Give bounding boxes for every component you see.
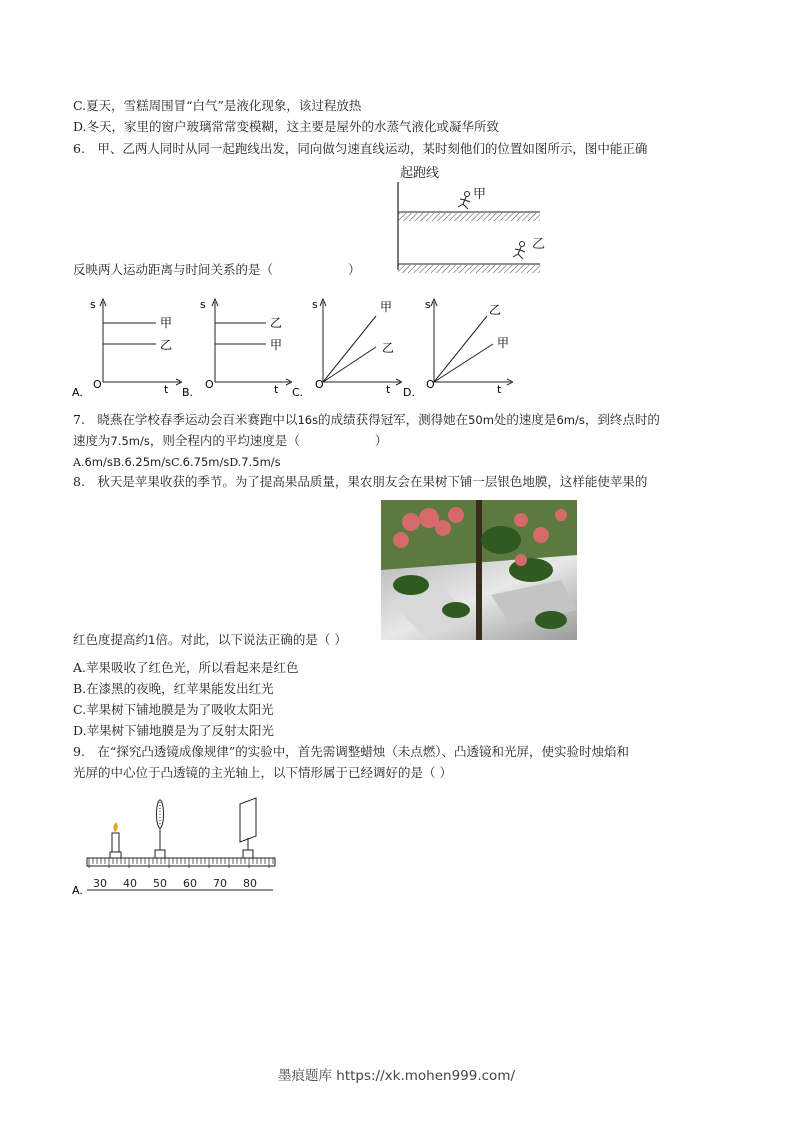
ruler-label: 60: [183, 877, 197, 890]
question-7-text-2: 速度为7.5m/s，则全程内的平均速度是（ ）: [73, 433, 388, 448]
q6-track-figure: [385, 160, 550, 275]
question-6-text: 6. 甲、乙两人同时从同一起跑线出发，同向做匀速直线运动，某时刻他们的位置如图所示，图中能正确: [73, 141, 648, 156]
svg-text:A.: A.: [72, 884, 83, 896]
apple-orchard-photo: [381, 500, 577, 640]
runner-a-icon: [458, 192, 470, 210]
question-8-text: 8. 秋天是苹果收获的季节。为了提高果品质量，果农朋友会在果树下铺一层银色地膜，这样能使苹果的: [73, 474, 648, 489]
ruler-label: 30: [93, 877, 107, 890]
question-9-text: 9. 在“探究凸透镜成像规律”的实验中，首先需调整蜡烛（未点燃）、凸透镜和光屏，使实验时烛焰和: [73, 744, 629, 759]
question-7-text: 7. 晓燕在学校春季运动会百米赛跑中以16s的成绩获得冠军，测得她在50m处的速度是6m/s，到终点时的: [73, 412, 660, 427]
candle-icon: [110, 822, 121, 858]
q8-option-b: B.在漆黑的夜晚，红苹果能发出红光: [73, 681, 274, 696]
ruler-label: 50: [153, 877, 167, 890]
ruler-label: 40: [123, 877, 137, 890]
question-7-options: A.6m/sB.6.25m/sC.6.75m/sD.7.5m/s: [73, 455, 281, 469]
svg-text:O: O: [93, 378, 102, 391]
option-d-line: D.冬天，家里的窗户玻璃常常变模糊，这主要是屋外的水蒸气液化或凝华所致: [73, 119, 500, 134]
svg-text:O: O: [315, 378, 324, 391]
start-line-label: 起跑线: [400, 166, 440, 181]
lens-icon: [155, 800, 165, 858]
svg-text:乙: 乙: [270, 316, 283, 330]
svg-text:乙: 乙: [160, 338, 173, 352]
q6-graph-d: [403, 294, 513, 398]
svg-text:O: O: [426, 378, 435, 391]
question-9-text-2: 光屏的中心位于凸透镜的主光轴上，以下情形属于已经调好的是（ ）: [73, 765, 452, 780]
q7-option-c: C.: [171, 456, 183, 469]
q8-option-c: C.苹果树下铺地膜是为了吸收太阳光: [73, 702, 274, 717]
svg-text:t: t: [164, 383, 169, 396]
footer-watermark: 墨痕题库 https://xk.mohen999.com/: [277, 1068, 516, 1084]
svg-text:甲: 甲: [380, 300, 393, 314]
q7-option-a: A.: [73, 456, 85, 469]
q6-graph-c: [292, 294, 402, 398]
q8-option-d: D.苹果树下铺地膜是为了反射太阳光: [73, 723, 275, 738]
option-c-line: C.夏天，雪糕周围冒“白气”是液化现象，该过程放热: [73, 98, 362, 113]
q6-graph-a: [72, 294, 182, 398]
svg-text:乙: 乙: [489, 303, 502, 317]
optical-bench-figure: [70, 796, 280, 896]
q7-option-d: D.: [229, 456, 242, 469]
svg-text:t: t: [274, 383, 279, 396]
ruler-label: 70: [213, 877, 227, 890]
runner-a-label: 甲: [473, 187, 487, 202]
svg-text:乙: 乙: [382, 341, 395, 355]
q8-option-a: A.苹果吸收了红色光，所以看起来是红色: [73, 660, 299, 675]
svg-text:s: s: [90, 298, 96, 311]
svg-text:s: s: [425, 298, 431, 311]
svg-text:O: O: [205, 378, 214, 391]
question-8-text-2: 红色度提高约1倍。对此，以下说法正确的是（ ）: [73, 632, 347, 647]
svg-text:s: s: [200, 298, 206, 311]
svg-text:甲: 甲: [497, 336, 510, 350]
svg-text:s: s: [312, 298, 318, 311]
runner-b-icon: [513, 242, 525, 260]
question-6-text-2: 反映两人运动距离与时间关系的是（ ）: [73, 262, 361, 277]
svg-text:B.: B.: [182, 386, 194, 398]
runner-b-label: 乙: [532, 237, 546, 252]
screen-icon: [240, 798, 256, 858]
svg-text:C.: C.: [292, 386, 304, 398]
svg-text:t: t: [497, 383, 502, 396]
svg-text:甲: 甲: [160, 316, 173, 330]
q6-graph-b: [182, 294, 292, 398]
svg-text:甲: 甲: [270, 338, 283, 352]
svg-text:D.: D.: [403, 386, 415, 398]
q7-option-b: B.: [112, 456, 125, 469]
svg-text:A.: A.: [72, 386, 83, 398]
svg-text:t: t: [386, 383, 391, 396]
ruler-label: 80: [243, 877, 257, 890]
